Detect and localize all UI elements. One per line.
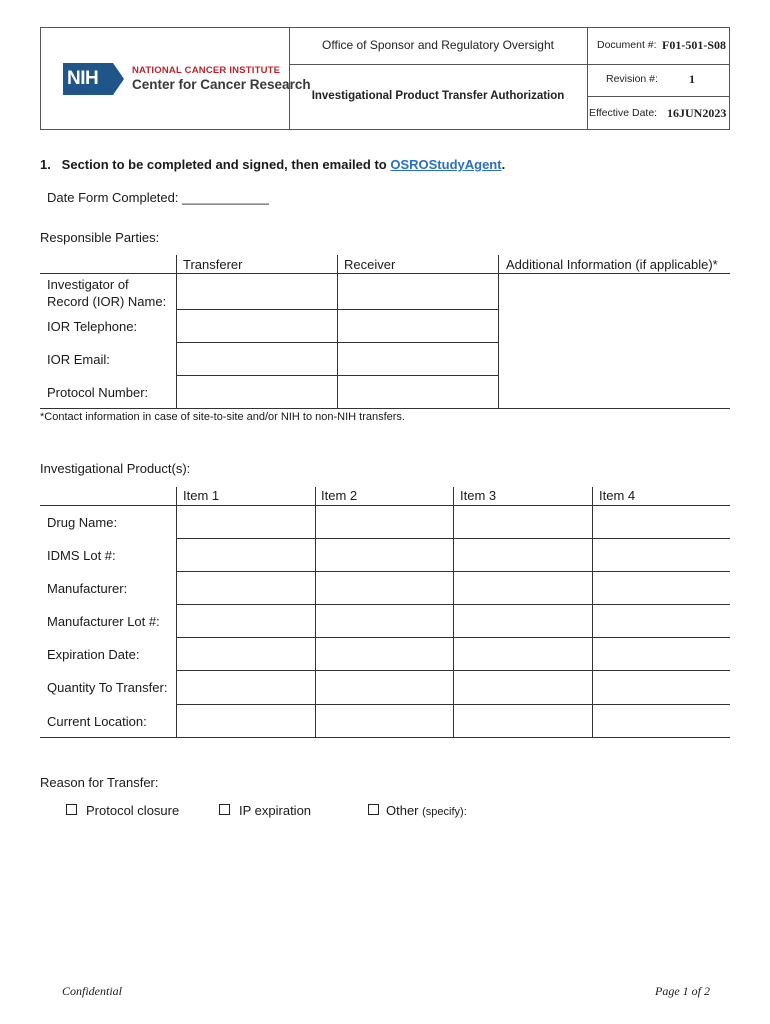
reason-for-transfer-label: Reason for Transfer:	[40, 775, 159, 790]
form-title: Investigational Product Transfer Authorization	[311, 90, 565, 102]
column-header-receiver: Receiver	[344, 257, 396, 272]
product-cell[interactable]	[453, 572, 592, 605]
other-specify-note: (specify):	[422, 806, 467, 818]
ior-email-receiver-field[interactable]	[338, 343, 498, 375]
ior-telephone-receiver-field[interactable]	[338, 310, 498, 342]
product-cell[interactable]	[177, 605, 315, 638]
ior-email-transferer-field[interactable]	[177, 343, 337, 375]
product-cell[interactable]	[592, 539, 730, 572]
other-checkbox[interactable]	[368, 804, 379, 815]
row-label-drug-name: Drug Name:	[47, 515, 118, 530]
row-label-expiration-date: Expiration Date:	[47, 647, 140, 662]
product-cell[interactable]	[177, 671, 315, 704]
product-cell[interactable]	[315, 638, 453, 671]
product-cell[interactable]	[592, 506, 730, 539]
protocol-closure-checkbox[interactable]	[66, 804, 77, 815]
product-cell[interactable]	[315, 605, 453, 638]
logo-center-name: Center for Cancer Research	[132, 76, 311, 92]
product-cell[interactable]	[592, 704, 730, 737]
header-divider	[587, 28, 588, 129]
product-cell[interactable]	[315, 539, 453, 572]
product-cell[interactable]	[177, 506, 315, 539]
row-label-current-location: Current Location:	[47, 714, 147, 729]
section-1-heading-period: .	[501, 157, 506, 172]
protocol-number-receiver-field[interactable]	[338, 376, 498, 408]
column-header-item-1: Item 1	[183, 488, 220, 503]
row-label-ior-telephone: IOR Telephone:	[47, 319, 138, 334]
column-header-transferer: Transferer	[183, 257, 243, 272]
nih-badge-arrow-icon	[113, 63, 124, 95]
revision-value: 1	[689, 72, 695, 86]
row-label-quantity-to-transfer: Quantity To Transfer:	[47, 680, 168, 695]
ip-expiration-checkbox[interactable]	[219, 804, 230, 815]
product-cell[interactable]	[177, 638, 315, 671]
other-label-text: Other	[386, 803, 419, 818]
contact-footnote: *Contact information in case of site-to-site and/or NIH to non-NIH transfers.	[40, 411, 405, 423]
effective-date-value: 16JUN2023	[667, 106, 727, 120]
responsible-parties-label: Responsible Parties:	[40, 230, 160, 245]
row-label-ior-name	[47, 276, 166, 310]
product-cell[interactable]	[453, 539, 592, 572]
product-cells-grid	[177, 506, 730, 737]
additional-information-field[interactable]	[499, 274, 730, 408]
product-cell[interactable]	[592, 671, 730, 704]
column-header-item-4: Item 4	[599, 488, 636, 503]
office-name: Office of Sponsor and Regulatory Oversight	[322, 38, 554, 52]
row-label-manufacturer-lot: Manufacturer Lot #:	[47, 614, 160, 629]
protocol-number-transferer-field[interactable]	[177, 376, 337, 408]
product-cell[interactable]	[177, 572, 315, 605]
table-rule	[40, 737, 730, 738]
ip-expiration-label: IP expiration	[239, 803, 312, 818]
product-cell[interactable]	[592, 638, 730, 671]
row-label-ior-name-line2: Record (IOR) Name:	[47, 294, 167, 309]
revision-label: Revision #:	[606, 73, 658, 85]
product-cell[interactable]	[315, 506, 453, 539]
product-cell[interactable]	[315, 572, 453, 605]
other-label	[386, 803, 467, 818]
osro-study-agent-link[interactable]: OSROStudyAgent	[390, 157, 502, 172]
protocol-closure-label: Protocol closure	[86, 803, 180, 818]
product-cell[interactable]	[453, 671, 592, 704]
product-cell[interactable]	[453, 506, 592, 539]
product-cell[interactable]	[453, 704, 592, 737]
product-cell[interactable]	[453, 605, 592, 638]
date-form-completed[interactable]: Date Form Completed: ____________	[47, 190, 269, 205]
column-header-additional-info: Additional Information (if applicable)*	[506, 257, 718, 272]
nih-logo	[63, 63, 311, 95]
row-label-ior-email: IOR Email:	[47, 352, 110, 367]
logo-institute-name: NATIONAL CANCER INSTITUTE	[132, 64, 281, 76]
product-cell[interactable]	[592, 572, 730, 605]
row-label-ior-name-line1: Investigator of	[47, 277, 129, 292]
ior-name-transferer-field[interactable]	[177, 274, 337, 309]
header-divider	[587, 96, 729, 97]
ior-name-receiver-field[interactable]	[338, 274, 498, 309]
row-label-manufacturer: Manufacturer:	[47, 581, 128, 596]
investigational-products-label: Investigational Product(s):	[40, 461, 191, 476]
effective-date-label: Effective Date:	[589, 107, 658, 119]
product-cell[interactable]	[592, 605, 730, 638]
column-header-item-3: Item 3	[460, 488, 497, 503]
column-header-item-2: Item 2	[321, 488, 358, 503]
footer-confidential: Confidential	[62, 984, 122, 998]
nih-badge: NIH	[63, 63, 113, 95]
document-header	[40, 27, 730, 130]
product-cell[interactable]	[177, 539, 315, 572]
row-label-idms-lot: IDMS Lot #:	[47, 548, 116, 563]
other-specify-field[interactable]	[470, 800, 730, 820]
product-cell[interactable]	[453, 638, 592, 671]
ior-telephone-transferer-field[interactable]	[177, 310, 337, 342]
section-1-heading-text: 1. Section to be completed and signed, then emailed to	[40, 157, 391, 172]
product-cell[interactable]	[315, 671, 453, 704]
product-cell[interactable]	[315, 704, 453, 737]
header-divider	[289, 64, 729, 65]
table-rule	[40, 408, 730, 409]
product-cell[interactable]	[177, 704, 315, 737]
row-label-protocol-number: Protocol Number:	[47, 385, 149, 400]
document-number-value: F01-501-S08	[662, 38, 726, 52]
document-number-label: Document #:	[597, 39, 657, 51]
footer-page-number: Page 1 of 2	[655, 984, 710, 998]
section-1-heading	[40, 157, 505, 172]
